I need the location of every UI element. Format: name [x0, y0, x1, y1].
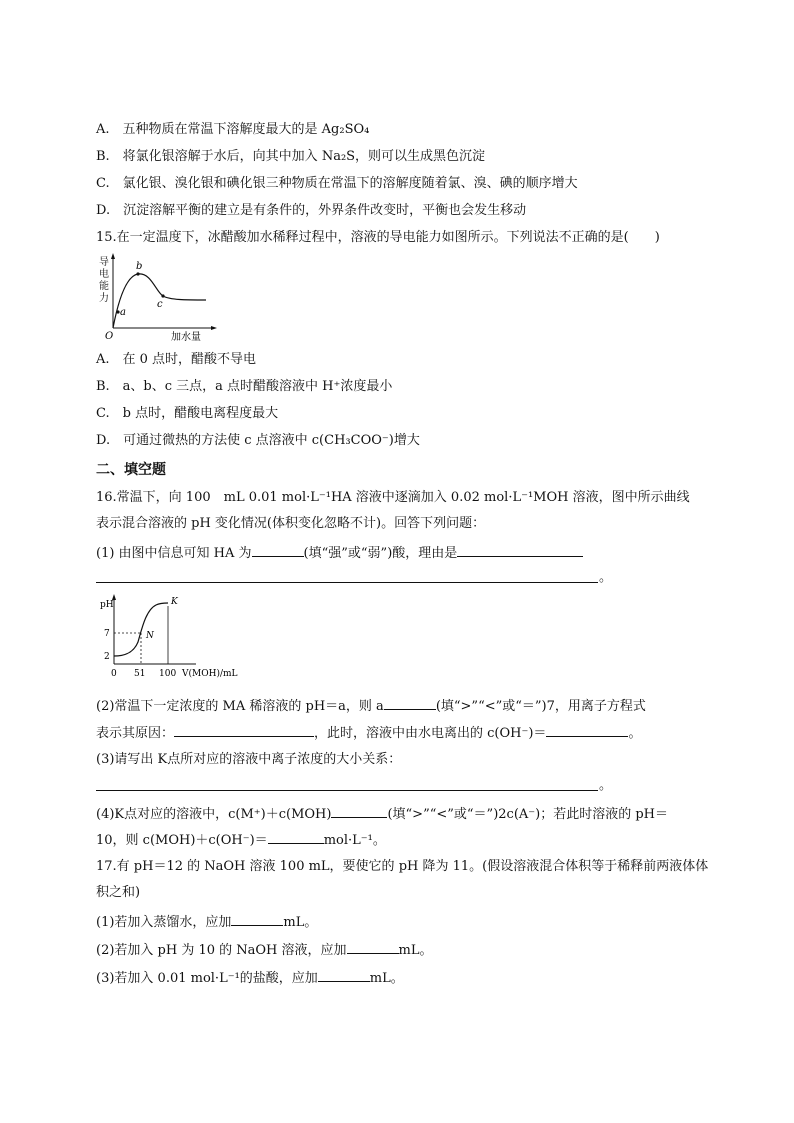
origin-label: O: [105, 331, 114, 342]
ytick-2: 2: [104, 652, 110, 662]
answer-blank[interactable]: [252, 542, 304, 557]
period: 。: [599, 778, 613, 793]
q16-part2-text-b: (填“>”“<”或“＝”)7，用离子方程式: [435, 699, 646, 714]
q16-part1-text-b: (填“强”或“弱”)酸，理由是: [303, 546, 458, 561]
q15-option-d: D. 可通过微热的方法使 c 点溶液中 c(CH₃COO⁻)增大: [96, 433, 420, 448]
xtick-0: 0: [111, 669, 117, 679]
q17-part3: [96, 967, 404, 988]
q14-option-d: D. 沉淀溶解平衡的建立是有条件的，外界条件改变时，平衡也会发生移动: [96, 203, 527, 218]
x-axis-arrow: [211, 326, 217, 330]
answer-blank[interactable]: [546, 722, 628, 737]
ph-curve: [114, 603, 168, 656]
q16-part4-line2: [96, 829, 386, 850]
unit: mL。: [283, 915, 318, 930]
q16-part4-text-d: mol·L⁻¹。: [323, 833, 386, 848]
graph-xlabel: V(MOH)/mL: [182, 669, 238, 679]
q17-part2-text: (2)若加入 pH 为 10 的 NaOH 溶液，应加: [96, 943, 347, 958]
point-k-label: K: [171, 597, 178, 607]
answer-blank-full[interactable]: [96, 776, 598, 791]
conductivity-graph: [96, 252, 226, 344]
ylabel-char: 力: [99, 293, 109, 304]
point-c-dot: [161, 294, 164, 297]
answer-blank[interactable]: [347, 939, 399, 954]
q15-option-c: C. b 点时，醋酸电离程度最大: [96, 406, 279, 421]
q14-option-b: B. 将氯化银溶解于水后，向其中加入 Na₂S，则可以生成黑色沉淀: [96, 149, 486, 164]
point-b-dot: [136, 272, 139, 275]
ylabel-char: 导: [99, 257, 109, 268]
answer-blank-full[interactable]: [96, 568, 598, 583]
q17-part2: [96, 939, 433, 960]
q16-part2-text-d: ，此时，溶液中由水电离出的 c(OH⁻)＝: [314, 726, 547, 741]
q16-stem-line2: 表示混合溶液的 pH 变化情况(体积变化忽略不计)。回答下列问题：: [96, 516, 486, 531]
q15-stem: 15.在一定温度下，冰醋酸加水稀释过程中，溶液的导电能力如图所示。下列说法不正确的是( ): [96, 230, 660, 245]
q16-part1: [96, 542, 583, 563]
q17-stem-line2: 积之和): [96, 885, 141, 900]
q16-part4-text-c: 10，则 c(MOH)＋c(OH⁻)＝: [96, 833, 268, 848]
q16-part2-text-c: 表示其原因：: [96, 726, 175, 741]
q16-part1-text-a: (1) 由图中信息可知 HA 为: [96, 546, 252, 561]
ylabel-char: 电: [99, 269, 109, 280]
ph-ylabel: pH: [100, 600, 114, 610]
q16-part4-text-a: (4)K点对应的溶液中，c(M⁺)＋c(MOH): [96, 807, 332, 822]
q15-option-a: A. 在 0 点时，醋酸不导电: [96, 352, 257, 367]
q16-stem-line1: 16.常温下，向 100 mL 0.01 mol·L⁻¹HA 溶液中逐滴加入 0.02 mol·L⁻¹MOH 溶液，图中所示曲线: [96, 490, 690, 505]
q16-part2-line2: [96, 722, 641, 743]
point-a-label: a: [120, 307, 126, 318]
section-title: 二、填空题: [96, 462, 166, 478]
answer-blank[interactable]: [331, 803, 387, 818]
answer-blank[interactable]: [268, 829, 324, 844]
y-axis-arrow: [111, 253, 115, 259]
ytick-7: 7: [104, 629, 110, 639]
q16-part2-text-a: (2)常温下一定浓度的 MA 稀溶液的 pH＝a，则 a: [96, 699, 384, 714]
graph-ylabel: [99, 256, 109, 304]
q16-part4-text-b: (填“>”“<”或“＝”)2c(A⁻)；若此时溶液的 pH＝: [387, 807, 669, 822]
q17-stem-line1: 17.有 pH＝12 的 NaOH 溶液 100 mL，要使它的 pH 降为 11。(假设溶液混合体积等于稀释前两液体体: [96, 859, 709, 874]
q15-option-b: B. a、b、c 三点，a 点时醋酸溶液中 H⁺浓度最小: [96, 379, 393, 394]
answer-blank[interactable]: [318, 967, 370, 982]
answer-blank[interactable]: [384, 695, 436, 710]
xtick-100: 100: [159, 669, 177, 679]
q14-option-c: C. 氯化银、溴化银和碘化银三种物质在常温下的溶解度随着氯、溴、碘的顺序增大: [96, 176, 578, 191]
answer-blank[interactable]: [174, 722, 314, 737]
xtick-51: 51: [134, 669, 146, 679]
q16-part4: [96, 803, 668, 824]
q17-part3-text: (3)若加入 0.01 mol·L⁻¹的盐酸，应加: [96, 971, 318, 986]
graph-xlabel: 加水量: [171, 332, 201, 343]
q14-option-a: A. 五种物质在常温下溶解度最大的是 Ag₂SO₄: [96, 122, 370, 137]
answer-blank[interactable]: [231, 911, 283, 926]
q16-part3: (3)请写出 K点所对应的溶液中离子浓度的大小关系：: [96, 752, 402, 767]
q17-part1: [96, 911, 317, 932]
period: 。: [628, 726, 642, 741]
point-c-label: c: [157, 299, 163, 310]
ph-titration-graph: [100, 592, 248, 682]
unit: mL。: [369, 971, 404, 986]
q16-part2: [96, 695, 646, 716]
period: 。: [599, 570, 613, 585]
q17-part1-text: (1)若加入蒸馏水，应加: [96, 915, 232, 930]
point-n-label: N: [146, 631, 154, 641]
unit: mL。: [398, 943, 433, 958]
answer-blank[interactable]: [457, 542, 583, 557]
point-b-label: b: [136, 261, 143, 272]
ylabel-char: 能: [99, 281, 109, 292]
